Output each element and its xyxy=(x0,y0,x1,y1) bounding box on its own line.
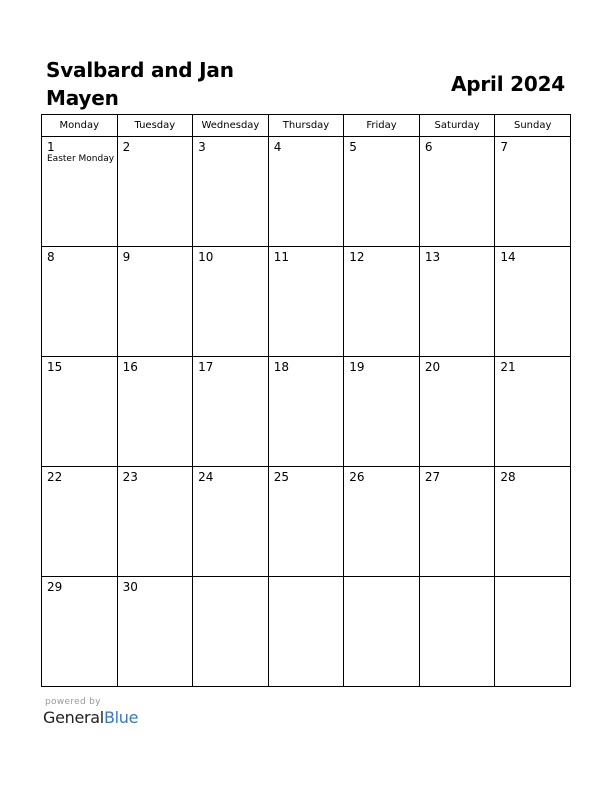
day-number: 6 xyxy=(424,140,433,154)
day-cell xyxy=(117,247,193,357)
day-cell xyxy=(495,137,571,247)
brand-blue-text: Blue xyxy=(103,708,139,727)
day-cell xyxy=(419,247,495,357)
empty-day-cell xyxy=(419,577,495,687)
day-cell xyxy=(268,357,344,467)
empty-day-cell xyxy=(344,577,420,687)
day-cell xyxy=(495,357,571,467)
day-number: 3 xyxy=(198,140,206,154)
day-cell xyxy=(193,247,269,357)
day-number: 21 xyxy=(500,360,516,374)
day-cell xyxy=(117,577,193,687)
day-cell xyxy=(344,467,420,577)
weekday-header: Friday xyxy=(344,115,420,137)
day-cell xyxy=(495,247,571,357)
day-cell xyxy=(344,137,420,247)
country-title: Svalbard and Jan Mayen xyxy=(46,58,234,110)
day-cell xyxy=(42,467,118,577)
day-number: 16 xyxy=(122,360,138,374)
day-number: 12 xyxy=(349,250,365,264)
day-cell xyxy=(419,467,495,577)
weekday-header: Sunday xyxy=(495,115,571,137)
day-number: 7 xyxy=(500,140,509,154)
empty-day-cell xyxy=(268,577,344,687)
day-cell xyxy=(193,467,269,577)
week-row xyxy=(42,137,571,247)
day-cell xyxy=(42,577,118,687)
day-number: 22 xyxy=(47,470,63,484)
powered-by-label: powered by xyxy=(45,697,101,707)
day-number: 27 xyxy=(424,470,441,484)
weekday-header: Monday xyxy=(42,115,118,137)
day-number: 1 xyxy=(47,140,55,154)
day-number: 29 xyxy=(47,580,63,594)
day-cell xyxy=(268,467,344,577)
day-number: 14 xyxy=(500,250,516,264)
day-number: 28 xyxy=(500,470,516,484)
day-number: 5 xyxy=(349,140,357,154)
day-cell xyxy=(193,357,269,467)
week-row xyxy=(42,247,571,357)
day-number: 17 xyxy=(198,360,214,374)
day-number: 8 xyxy=(47,250,55,264)
day-number: 9 xyxy=(122,250,131,264)
week-row xyxy=(42,467,571,577)
day-cell xyxy=(193,137,269,247)
brand-general-text: General xyxy=(43,708,104,727)
weekday-header: Wednesday xyxy=(193,115,269,137)
day-number: 10 xyxy=(198,250,214,264)
footer-branding xyxy=(43,697,138,728)
day-cell xyxy=(268,247,344,357)
weekday-header-row xyxy=(42,115,571,137)
day-number: 15 xyxy=(47,360,63,374)
empty-day-cell xyxy=(495,577,571,687)
day-cell xyxy=(344,247,420,357)
day-number: 30 xyxy=(122,580,138,594)
day-number: 19 xyxy=(349,360,365,374)
day-number: 20 xyxy=(424,360,441,374)
day-cell xyxy=(344,357,420,467)
day-cell xyxy=(117,357,193,467)
day-number: 26 xyxy=(349,470,365,484)
day-number: 18 xyxy=(273,360,289,374)
day-cell xyxy=(419,357,495,467)
day-cell xyxy=(42,137,118,247)
day-number: 13 xyxy=(424,250,441,264)
day-number: 25 xyxy=(273,470,289,484)
day-number: 11 xyxy=(273,250,289,264)
day-cell xyxy=(117,137,193,247)
week-row xyxy=(42,577,571,687)
day-cell xyxy=(419,137,495,247)
day-cell xyxy=(117,467,193,577)
weekday-header: Tuesday xyxy=(117,115,193,137)
day-cell xyxy=(42,357,118,467)
holiday-label: Easter Monday xyxy=(47,154,115,164)
empty-day-cell xyxy=(193,577,269,687)
day-number: 4 xyxy=(273,140,282,154)
weekday-header: Saturday xyxy=(419,115,495,137)
weekday-header: Thursday xyxy=(268,115,344,137)
generalblue-logo xyxy=(43,708,138,728)
calendar-grid xyxy=(41,114,571,687)
week-row xyxy=(42,357,571,467)
day-cell xyxy=(268,137,344,247)
day-number: 2 xyxy=(122,140,131,154)
day-number: 23 xyxy=(122,470,138,484)
day-cell xyxy=(495,467,571,577)
month-year-title: April 2024 xyxy=(451,72,565,96)
day-number: 24 xyxy=(198,470,214,484)
day-cell xyxy=(42,247,118,357)
